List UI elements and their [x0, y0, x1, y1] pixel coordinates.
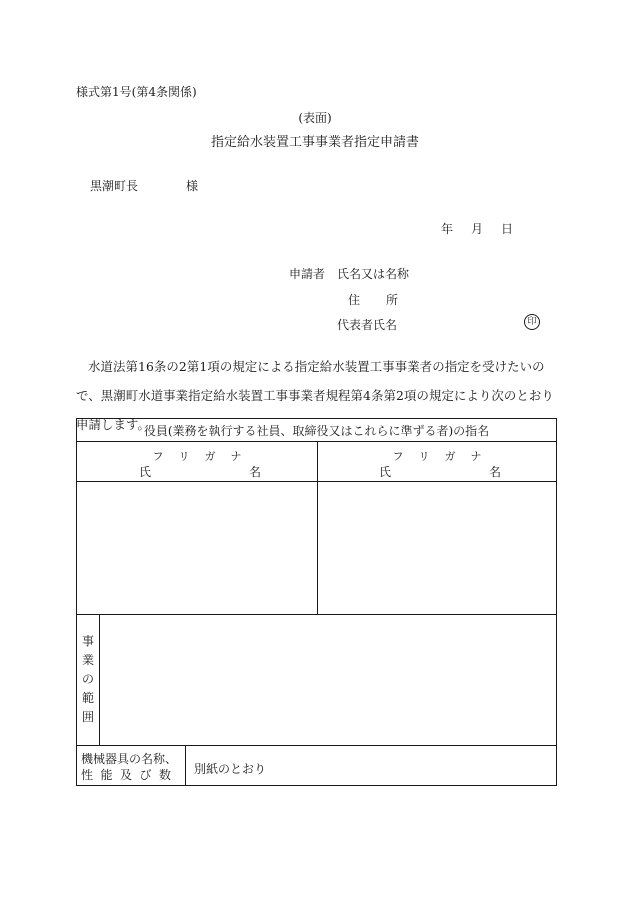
- furigana-header-left: [145, 448, 249, 464]
- date-day: 日: [501, 222, 514, 236]
- name-header-char: 氏: [139, 465, 152, 479]
- representative-label: 代表者氏名: [337, 318, 398, 332]
- name-header-char: 氏: [379, 465, 392, 479]
- date-year: 年: [441, 222, 454, 236]
- equipment-label-line-2: 性能及び数: [81, 768, 179, 782]
- officer-table: [76, 418, 557, 786]
- date-line: [441, 221, 513, 237]
- table-title: 役員(業務を執行する社員、取締役又はこれらに準ずる者)の指名: [143, 424, 490, 438]
- furigana-char: リ: [178, 450, 190, 463]
- name-header-right: [379, 463, 501, 480]
- applicant-label: 申請者: [289, 267, 326, 281]
- document-title: 指定給水装置工事事業者指定申請書: [210, 135, 419, 150]
- address-label-char-1: 住: [348, 293, 361, 307]
- officer-name-cell-right[interactable]: [318, 482, 556, 614]
- business-scope-label: 事業の範囲: [81, 634, 94, 724]
- furigana-char: フ: [152, 450, 164, 463]
- officer-name-cell-left[interactable]: [77, 482, 317, 614]
- seal-mark-icon: 印: [524, 314, 540, 330]
- applicant-address-label: [348, 292, 398, 308]
- equipment-label: [81, 751, 179, 783]
- equipment-label-line-1: 機械器具の名称、: [81, 752, 178, 766]
- side-label: (表面): [298, 111, 332, 125]
- furigana-char: ナ: [230, 450, 242, 463]
- business-scope-cell[interactable]: [100, 615, 556, 745]
- addressee-name: 黒潮町長: [90, 179, 139, 193]
- addressee: [90, 178, 198, 194]
- furigana-char: ガ: [444, 450, 456, 463]
- date-month: 月: [471, 222, 484, 236]
- furigana-char: ガ: [204, 450, 216, 463]
- addressee-honorific: 様: [186, 179, 199, 193]
- furigana-header-right: [385, 448, 489, 464]
- name-header-char: 名: [249, 465, 262, 479]
- application-statement: 水道法第16条の2第1項の規定による指定給水装置工事事業者の指定を受けたいので、黒潮町水道事業指定給水装置工事事業者規程第4条第2項の規定により次のとおり申請します。: [76, 359, 554, 432]
- table-divider: [77, 745, 556, 746]
- name-header-left: [139, 463, 261, 480]
- furigana-char: ナ: [470, 450, 482, 463]
- applicant-name-label: 氏名又は名称: [337, 267, 410, 281]
- name-header-char: 名: [489, 465, 502, 479]
- address-label-char-2: 所: [386, 293, 399, 307]
- furigana-char: フ: [392, 450, 404, 463]
- form-number: 様式第1号(第4条関係): [76, 85, 197, 99]
- equipment-value: 別紙のとおり: [194, 762, 267, 776]
- furigana-char: リ: [418, 450, 430, 463]
- table-divider: [185, 745, 186, 785]
